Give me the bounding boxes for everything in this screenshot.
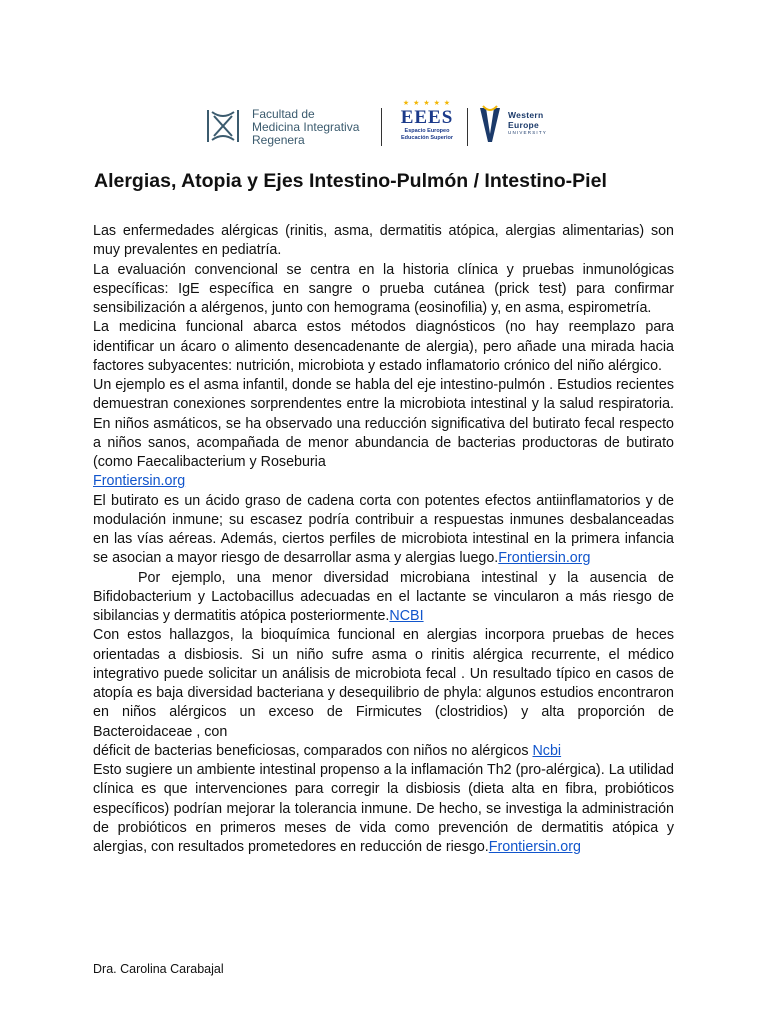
paragraph-2: La evaluación convencional se centra en la historia clínica y pruebas inmunológicas específicas: IgE específica en sangre o prueba cutánea (prick test) para confirmar sensibilización a alérgenos, junto con hemograma (eosinofilia) y, en asma, espirometría.: [93, 261, 674, 316]
paragraph-4-text: Un ejemplo es el asma infantil, donde se habla del eje intestino-pulmón . Estudios recientes demuestran conexiones sorprendentes entre la microbiota intestinal y la salud respiratoria. En niños asmáticos, se ha observado una reducción significativa del butirato fecal respecto a niños sanos, acompañada de menor abundancia de bacterias productoras de butirato (como Faecalibacterium y Roseburia: [93, 377, 674, 470]
paragraph-1: Las enfermedades alérgicas (rinitis, asma, dermatitis atópica, alergias alimentarias) son muy prevalentes en pediatría.: [93, 223, 674, 259]
source-link-ncbi[interactable]: NCBI: [389, 608, 424, 624]
source-link-frontiersin[interactable]: Frontiersin.org: [488, 839, 581, 855]
paragraph-6: [93, 569, 678, 627]
header-logos: [0, 100, 768, 152]
western-europe-university-logo: [478, 102, 558, 148]
weu-crest-icon: [478, 104, 502, 144]
regenera-line1: Facultad de: [252, 107, 315, 121]
regenera-line2: Medicina Integrativa: [252, 120, 360, 134]
regenera-helix-icon: [206, 108, 240, 144]
logo-divider: [381, 108, 382, 146]
paragraph-7: Con estos hallazgos, la bioquímica funcional en alergias incorpora pruebas de heces orientadas a disbiosis. Si un niño sufre asma o rinitis alérgica recurrente, el médico integrativo puede solicitar un análisis de microbiota fecal . Un resultado típico en casos de atopía es baja diversidad bacteriana y desequilibrio de phyla: algunos estudios encontraron en niños alérgicos un exceso de Firmicutes (clostridios) y alta proporción de Bacteroidaceae , con: [93, 627, 674, 740]
logo-divider: [467, 108, 468, 146]
eees-wordmark: EEES: [400, 107, 454, 128]
document-body: [93, 222, 678, 857]
source-link-ncbi[interactable]: Ncbi: [532, 742, 562, 759]
paragraph-5-text: El butirato es un ácido graso de cadena corta con potentes efectos antiinflamatorios y de modulación inmune; su escasez podría contribuir a respuestas inmunes desbalanceadas en las vías aéreas. Además, ciertos perfiles de microbiota intestinal en la primera infancia se asocian a mayor riesgo de desarrollar asma y alergias luego.: [93, 492, 674, 567]
paragraph-6-text: Por ejemplo, una menor diversidad microbiana intestinal y la ausencia de Bifidobacterium y Lactobacillus adecuadas en el lactante se vincularon a más riesgo de sibilancias y dermatitis atópica posteriormente.: [93, 569, 678, 624]
document-title: Alergias, Atopia y Ejes Intestino-Pulmón / Intestino-Piel: [94, 170, 607, 192]
paragraph-9-text: Esto sugiere un ambiente intestinal propenso a la inflamación Th2 (pro-alérgica). La utilidad clínica es que intervenciones para corregir la disbiosis (dieta alta en fibra, probióticos específicos) podrían mejorar la tolerancia inmune. De hecho, se investiga la administración de probióticos en primeros meses de vida como prevención de dermatitis atópica y alergias, con resultados prometedores en reducción de riesgo.: [93, 762, 674, 855]
source-link-frontiersin[interactable]: Frontiersin.org: [93, 473, 186, 490]
eees-stars-icon: ★ ★ ★ ★ ★: [402, 100, 452, 107]
paragraph-3: La medicina funcional abarca estos métodos diagnósticos (no hay reemplazo para identificar un ácaro o alimento desencadenante de alergia), pero añade una mirada hacia factores subyacentes: nutrición, microbiota y estado inflamatorio crónico del niño alérgico.: [93, 319, 674, 374]
weu-line2: Europe: [508, 120, 540, 130]
regenera-line3: Regenera: [252, 133, 305, 147]
weu-line1: Western: [508, 110, 544, 120]
source-link-frontiersin[interactable]: Frontiersin.org: [498, 550, 591, 567]
eees-sub2: Educación Superior: [401, 135, 453, 141]
paragraph-8-text: déficit de bacterias beneficiosas, comparados con niños no alérgicos: [93, 742, 533, 759]
author-footer: Dra. Carolina Carabajal: [93, 962, 224, 976]
eees-sub1: Espacio Europeo: [404, 128, 450, 134]
paragraph-5: [93, 492, 674, 569]
weu-line3: UNIVERSITY: [508, 130, 548, 135]
paragraph-4: [93, 376, 674, 492]
paragraph-8: [93, 742, 674, 761]
regenera-logo: [206, 106, 376, 148]
eees-logo: [392, 100, 462, 152]
paragraph-9: [93, 761, 674, 857]
